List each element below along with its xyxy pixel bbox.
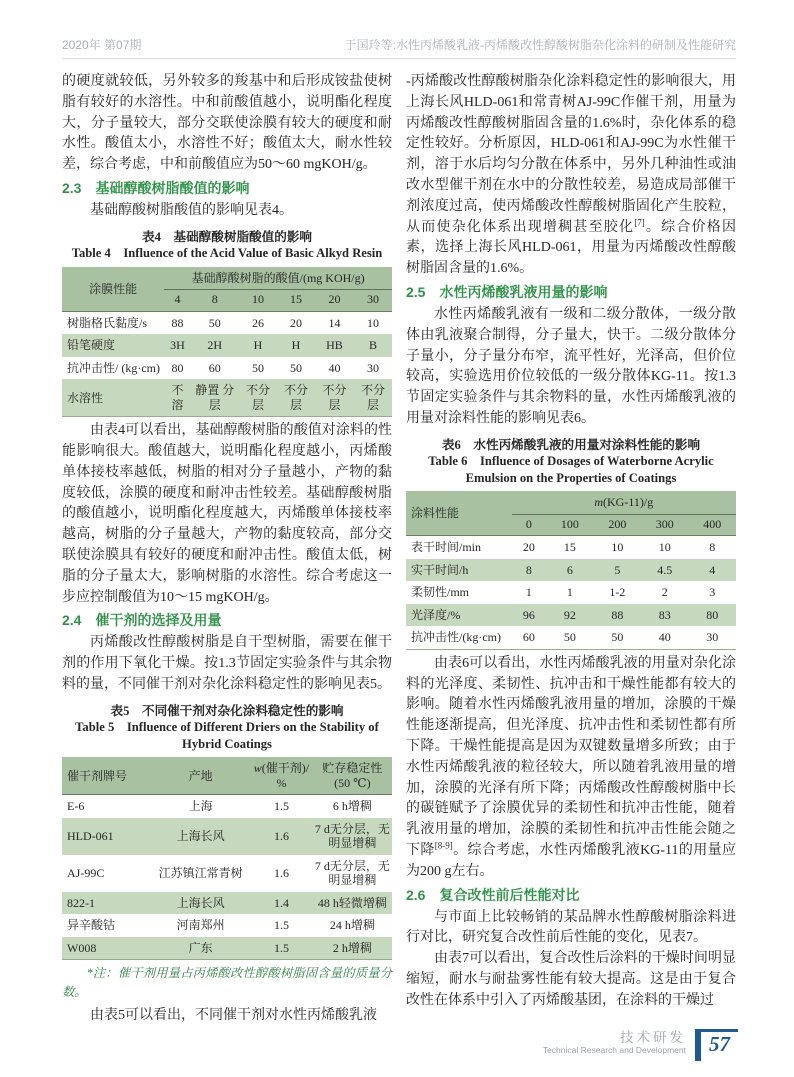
table-cell: 7 d无分层，无 明显增稠: [314, 858, 390, 888]
table-row: [406, 626, 736, 649]
table-cell: 80: [706, 607, 719, 622]
table-row: [406, 536, 736, 559]
table-row: [62, 311, 392, 334]
table-cell: 1.6: [273, 866, 289, 881]
table-cell: 不分 层: [360, 383, 385, 412]
page-number: 57: [709, 1032, 730, 1056]
table-row: [62, 379, 392, 417]
table-row: [62, 357, 392, 380]
table-cell: 14: [328, 315, 341, 330]
table-cell: B: [368, 338, 377, 353]
row-label: 抗冲击性/ (kg·cm): [67, 360, 160, 375]
row-label: 铅笔硬度: [67, 338, 116, 353]
table-cell: 48 h轻微增稠: [317, 895, 387, 910]
column-header: 涂膜性能: [89, 281, 138, 296]
table-cell: 6 h增稠: [332, 799, 372, 814]
table-cell: 1: [525, 585, 532, 600]
table5-footnote: *注：催干剂用量占丙烯酸改性醇酸树脂固含量的质量分数。: [62, 966, 392, 1000]
table-cell: 10: [611, 540, 624, 555]
column-header: 0: [525, 516, 532, 531]
table-cell: 不分 层: [322, 383, 347, 412]
table-cell: 1.6: [273, 829, 289, 844]
page-footer: [543, 1027, 738, 1061]
table-cell: 江苏镇江常青树: [158, 866, 243, 881]
table4: [62, 267, 392, 418]
table-cell: 26: [251, 315, 264, 330]
table-cell: 上海: [188, 799, 213, 814]
table-row: [406, 604, 736, 627]
row-label: 实干时间/h: [411, 562, 469, 577]
table6-caption: [410, 437, 732, 487]
column-header: 催干剂牌号: [67, 768, 128, 783]
row-label: 水溶性: [67, 390, 104, 405]
table-cell: 1.4: [273, 895, 289, 910]
table-header-row: [62, 267, 392, 290]
row-label: 柔韧性/mm: [411, 585, 470, 600]
page-number-bracket: [695, 1029, 738, 1061]
row-label: E-6: [67, 799, 85, 814]
row-label: AJ-99C: [67, 866, 105, 881]
row-label: HLD-061: [67, 829, 114, 844]
table-cell: 1.5: [273, 918, 289, 933]
table-row: [62, 914, 392, 937]
footer-label-en: Technical Research and Development: [542, 1045, 686, 1055]
table4-caption-en: Table 4 Influence of the Acid Value of Basic Alkyd Resin: [71, 246, 383, 261]
table-row: [62, 855, 392, 892]
column-header: 贮存稳定性 (50 ℃): [322, 761, 383, 790]
two-column-body: [62, 72, 736, 1027]
table-cell: 2 h增稠: [332, 940, 372, 955]
table6-caption-en: Table 6 Influence of Dosages of Waterborne Acrylic Emulsion on the Properties of Coatings: [428, 454, 714, 485]
table-cell: 3H: [170, 338, 185, 353]
right-column: [406, 72, 736, 1027]
table-cell: 1: [566, 585, 573, 600]
table-cell: 1.5: [273, 799, 289, 814]
column-header: 涂料性能: [411, 506, 460, 520]
spanning-header: m(KG-11)/g: [512, 491, 736, 514]
paragraph: 由表4可以看出，基础醇酸树脂的酸值对涂料的性能影响很大。酸值越大，说明酯化程度越小，丙烯酸单体接枝率越低，树脂的相对分子量越小，产物的黏度较低，涂膜的硬度和耐冲击性较差。基础醇酸树脂的酸值越小，说明酯化程度越大，丙烯酸单体接枝率越高，树脂的分子量越大，产物的黏度较高，部分交联使涂膜具有较好的硬度和耐冲击性。酸值太低，树脂的分子量太大，影响树脂的水溶性。综合考虑这一步应控制酸值为10～15 mgKOH/g。: [62, 423, 392, 605]
table-row: [406, 559, 736, 582]
table-cell: 3: [709, 585, 716, 600]
row-label: W008: [67, 940, 97, 955]
table-row: [62, 937, 392, 960]
table-cell: 50: [611, 630, 624, 645]
table-cell: 5: [614, 562, 621, 577]
section-heading-2-3: 2.3 基础醇酸树脂酸值的影响: [62, 179, 250, 196]
table-row: [62, 818, 392, 855]
table-cell: 50: [251, 360, 264, 375]
footer-section-label: [543, 1027, 686, 1056]
row-label: 抗冲击性/(kg·cm): [411, 630, 501, 645]
table-cell: 10: [366, 315, 379, 330]
table-cell: 上海长风: [176, 895, 225, 910]
section-heading-2-6: 2.6 复合改性前后性能对比: [406, 886, 580, 903]
row-label: 表干时间/min: [411, 540, 482, 555]
table-cell: 不分 层: [245, 383, 270, 412]
table5-caption: [66, 703, 388, 753]
table-cell: 7 d无分层，无 明显增稠: [314, 821, 390, 851]
citation-ref: [8-9]: [434, 840, 453, 851]
paragraph: 丙烯酸改性醇酸树脂是自干型树脂，需要在催干剂的作用下氧化干燥。按1.3节固定实验条件与其余物料的量，不同催干剂对杂化涂料稳定性的影响见表5。: [62, 635, 392, 693]
table-cell: 不溶: [171, 383, 184, 412]
table-cell: 1-2: [609, 585, 626, 600]
table5-caption-en: Table 5 Influence of Different Driers on the Stability of Hybrid Coatings: [75, 720, 379, 751]
paragraph: 基础醇酸树脂酸值的影响见表4。: [90, 202, 293, 218]
table-cell: 4.5: [657, 562, 673, 577]
table-cell: 92: [563, 607, 576, 622]
table-cell: 2: [661, 585, 668, 600]
table-cell: HB: [326, 338, 343, 353]
table-header-row: [62, 757, 392, 795]
column-header: 300: [655, 516, 674, 531]
column-header: 200: [608, 516, 627, 531]
table-row: [62, 892, 392, 915]
table-cell: 50: [563, 630, 576, 645]
column-header: 4: [174, 292, 181, 307]
table4-caption-zh: 表4 基础醇酸树脂酸值的影响: [141, 229, 312, 244]
table-cell: 50: [208, 315, 221, 330]
paragraph: -丙烯酸改性醇酸树脂杂化涂料稳定性的影响很大，用上海长风HLD-061和常青树AJ-99C作催干剂，用量为丙烯酸改性醇酸树脂固含量的1.6%时，杂化体系的稳定性较好。分析原因，HLD-061和AJ-99C为水性催干剂，溶于水后均匀分散在体系中，另外几种油性或油改水型催干剂在水中的分散性较差，易造成局部催干剂浓度过高，使丙烯酸改性醇酸树脂固化产生胶粒，从而使杂化体系出现增稠甚至胶化[7]。综合价格因素，选择上海长风HLD-061，用量为丙烯酸改性醇酸树脂固含量的1.6%。: [406, 74, 737, 277]
table-cell: 河南郑州: [176, 918, 225, 933]
paragraph: 与市面上比较畅销的某品牌水性醇酸树脂涂料进行对比，研究复合改性前后性能的变化，见表7。: [406, 909, 736, 946]
table-cell: 1.5: [273, 940, 289, 955]
row-label: 822-1: [67, 895, 95, 910]
table-header-row: [406, 491, 736, 514]
table-cell: 80: [171, 360, 184, 375]
running-title: 于国玲等:水性丙烯酸乳液-丙烯酸改性醇酸树脂杂化涂料的研制及性能研究: [344, 38, 736, 52]
column-header: 20: [328, 292, 341, 307]
table-cell: 15: [563, 540, 576, 555]
table-cell: 88: [611, 607, 624, 622]
table5: [62, 757, 392, 960]
table6-caption-zh: 表6 水性丙烯酸乳液的用量对涂料性能的影响: [441, 437, 701, 452]
table-row: [406, 581, 736, 604]
column-header: 30: [366, 292, 379, 307]
section-heading-2-5: 2.5 水性丙烯酸乳液用量的影响: [406, 283, 608, 300]
left-column: [62, 72, 392, 1027]
table-cell: 40: [328, 360, 341, 375]
table-cell: 30: [366, 360, 379, 375]
table-cell: 20: [522, 540, 535, 555]
table-cell: 83: [658, 607, 671, 622]
table-row: [62, 795, 392, 818]
spanning-header: 基础醇酸树脂的酸值/(mg KOH/g): [164, 267, 392, 290]
table-cell: 4: [709, 562, 716, 577]
table-cell: 2H: [207, 338, 223, 353]
table-cell: 6: [566, 562, 573, 577]
table-cell: H: [253, 338, 263, 353]
table-cell: 静置 分层: [195, 383, 235, 412]
column-header: 100: [560, 516, 579, 531]
table-row: [62, 334, 392, 357]
paragraph: 由表6可以看出，水性丙烯酸乳液的用量对杂化涂料的光泽度、柔韧性、抗冲击和干燥性能都有较大的影响。随着水性丙烯酸乳液用量的增加，涂膜的干燥性能逐渐提高，但光泽度、抗冲击性和柔韧性都有所下降。干燥性能提高是因为双键数量增多所致；由于水性丙烯酸乳液的粒径较大，所以随着乳液用量的增加，涂膜的光泽有所下降；丙烯酸改性醇酸树脂中长的碳链赋予了涂膜优异的柔韧性和抗冲击性能，随着乳液用量的增加，涂膜的柔韧性和抗冲击性能会随之下降[8-9]。综合考虑，水性丙烯酸乳液KG-11的用量应为200 g左右。: [406, 655, 736, 879]
running-header: [62, 36, 736, 59]
column-header: 8: [211, 292, 218, 307]
column-header: 15: [289, 292, 302, 307]
table-cell: 50: [289, 360, 302, 375]
row-label: 光泽度/%: [411, 607, 461, 622]
row-label: 树脂格氏黏度/s: [67, 315, 148, 330]
table6: [406, 491, 736, 650]
column-header: w(催干剂)/ %: [253, 761, 310, 790]
table-cell: 8: [709, 540, 716, 555]
table-cell: 上海长风: [176, 829, 225, 844]
row-label: 异辛酸钴: [67, 918, 116, 933]
table4-caption: [66, 229, 388, 262]
paragraph: 水性丙烯酸乳液有一级和二级分散体，一级分散体由乳液聚合制得，分子量大，快干。二级分散体分子量小，分子量分布窄，流平性好，光泽高，但价位较高，实验选用价位较低的一级分散体KG-11。按1.3节固定实验条件与其余物料的量，水性丙烯酸乳液的用量对涂料性能的影响见表6。: [406, 306, 736, 426]
table-cell: 8: [525, 562, 532, 577]
table-cell: 广东: [188, 940, 213, 955]
paragraph: 由表7可以看出，复合改性后涂料的干燥时间明显缩短，耐水与耐盐雾性能有较大提高。这是由于复合改性在体系中引入了丙烯酸基团，在涂料的干燥过: [406, 951, 736, 1008]
table-cell: 88: [171, 315, 184, 330]
table-cell: 30: [706, 630, 719, 645]
table-cell: 60: [208, 360, 221, 375]
table-cell: 10: [658, 540, 671, 555]
table-cell: 不分 层: [283, 383, 308, 412]
paragraph: 的硬度就较低，另外较多的羧基中和后形成铵盐使树脂有较好的水溶性。中和前酸值越小，说明酯化程度大，分子量较大，部分交联使涂膜有较大的硬度和耐水性。酸值太小，水溶性不好；酸值太大，耐水性较差，综合考虑，中和前酸值应为50～60 mgKOH/g。: [62, 74, 392, 173]
column-header: 产地: [188, 768, 213, 783]
table-cell: 24 h增稠: [329, 918, 375, 933]
table-cell: 96: [522, 607, 535, 622]
column-header: 400: [703, 516, 722, 531]
paragraph: 由表5可以看出，不同催干剂对水性丙烯酸乳液: [90, 1008, 377, 1024]
table-cell: H: [291, 338, 301, 353]
citation-ref: [7]: [634, 216, 645, 227]
section-heading-2-4: 2.4 催干剂的选择及用量: [62, 612, 222, 629]
table-cell: 20: [289, 315, 302, 330]
footer-label-zh: 技术研发: [620, 1030, 686, 1045]
table5-caption-zh: 表5 不同催干剂对杂化涂料稳定性的影响: [110, 703, 344, 718]
column-header: 10: [251, 292, 264, 307]
issue-label: 2020年 第07期: [62, 38, 142, 52]
table-cell: 60: [522, 630, 535, 645]
table-cell: 40: [658, 630, 671, 645]
